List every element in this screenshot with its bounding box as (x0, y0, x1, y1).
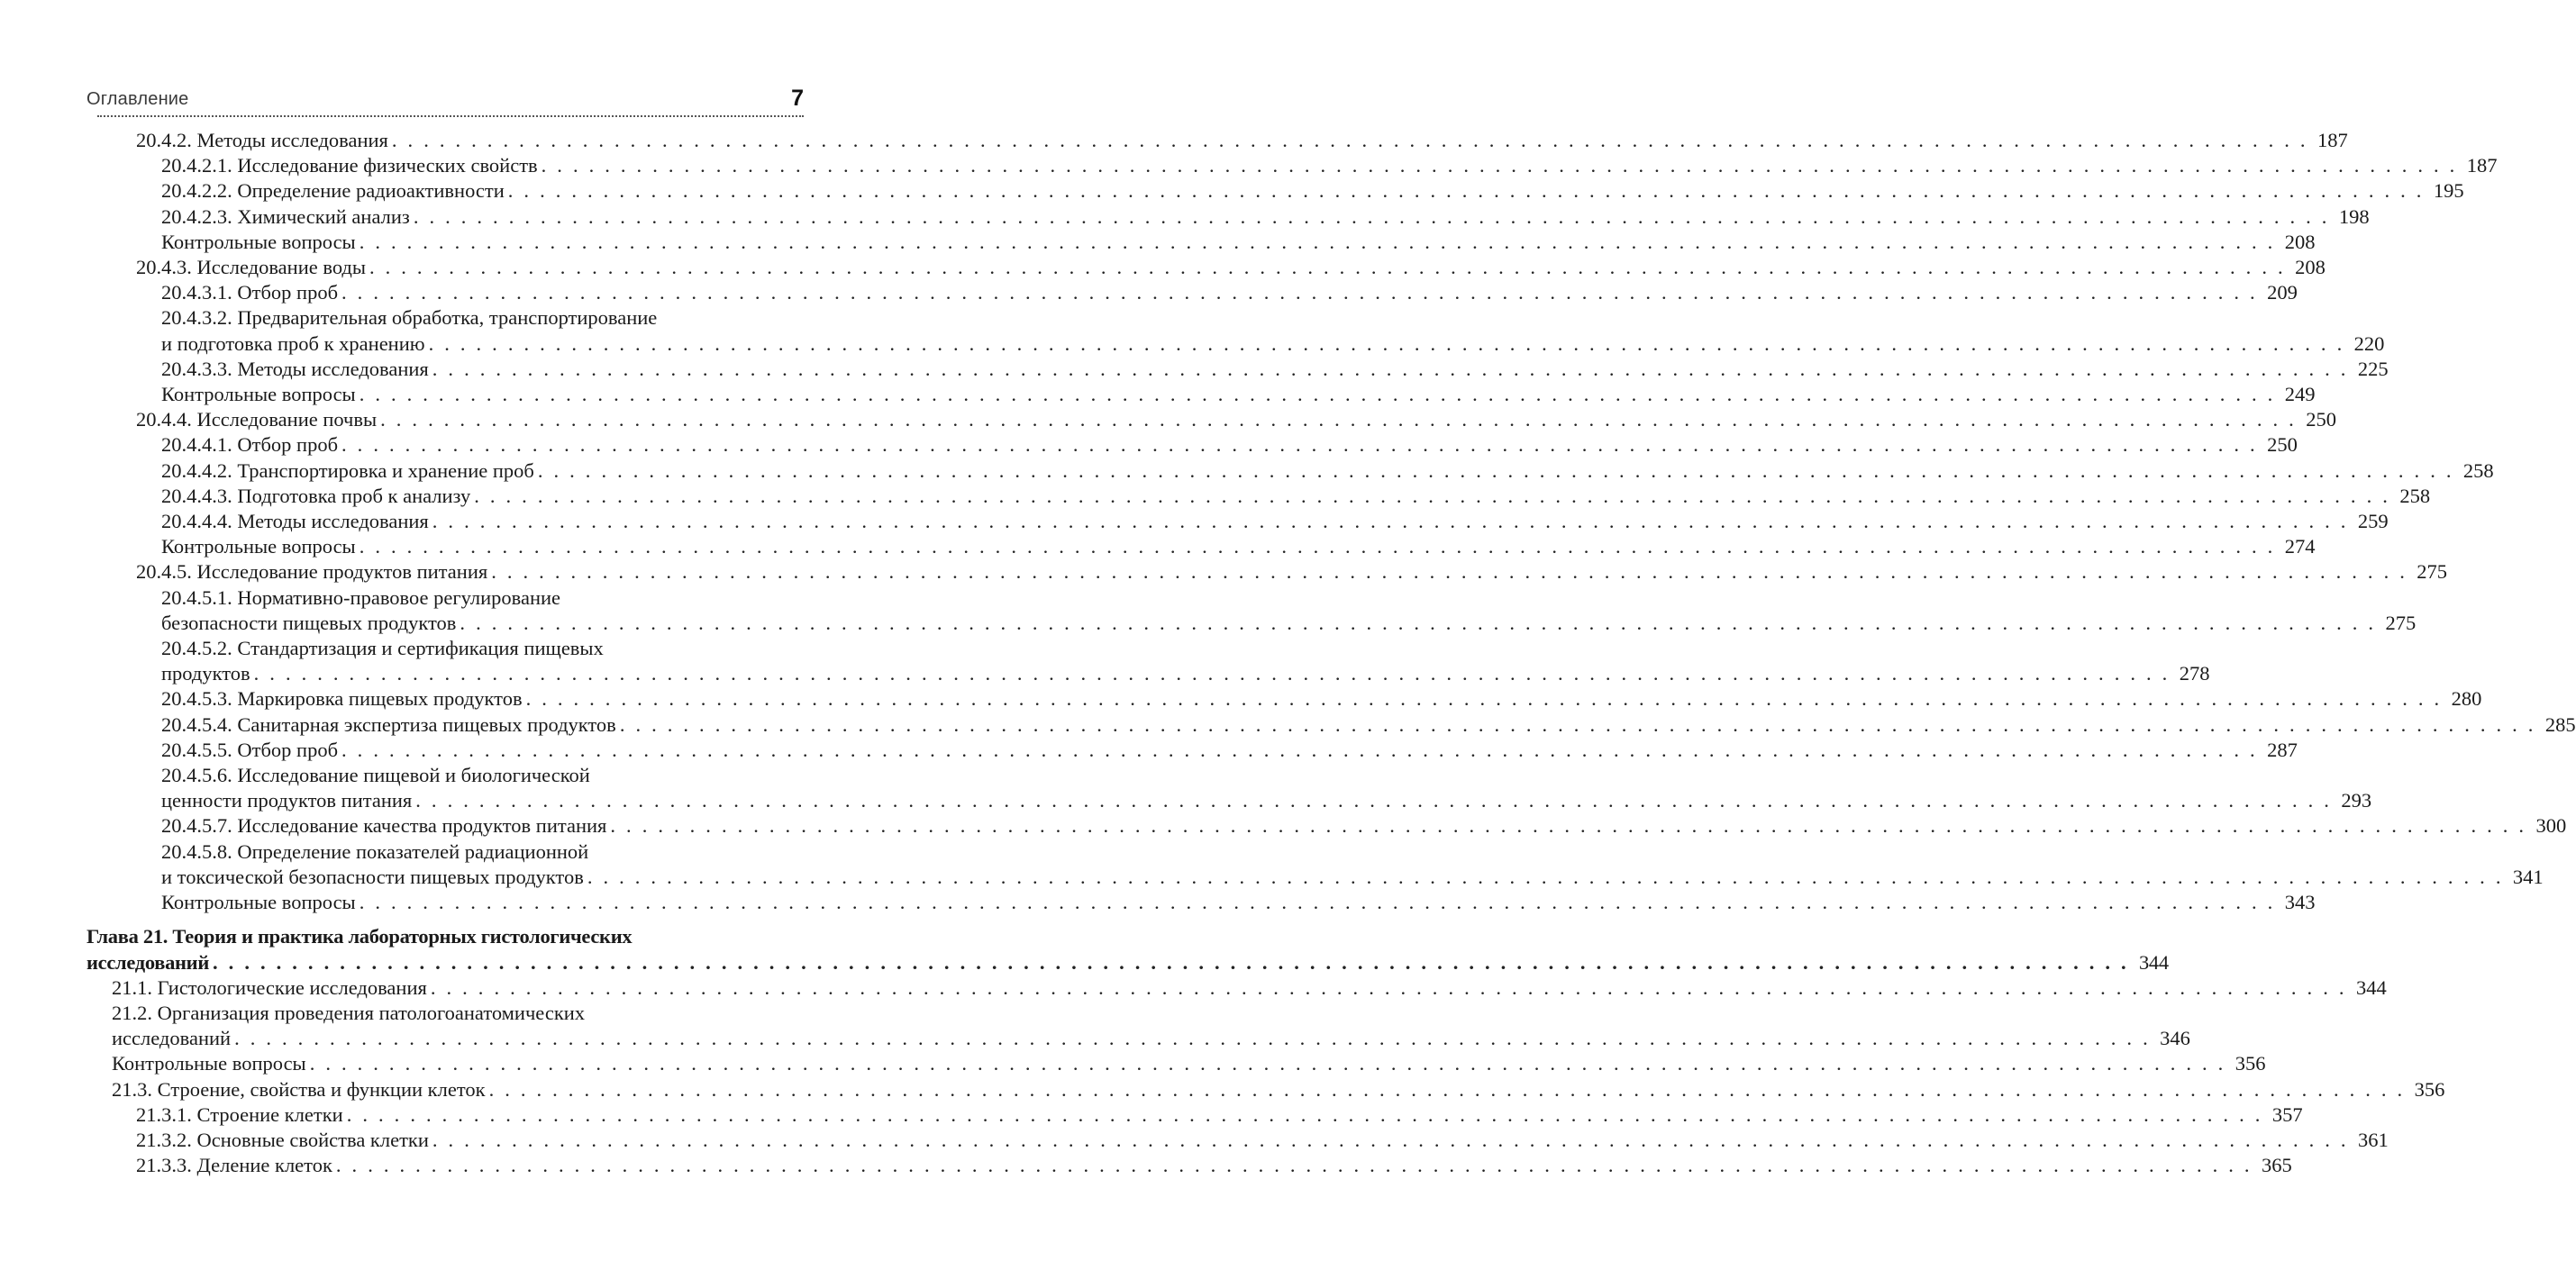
toc-entry-title: 20.4.3.3. Методы исследования (161, 357, 429, 380)
toc-entry-title: 20.4.2.1. Исследование физических свойств (161, 154, 538, 177)
toc-entry-line (161, 813, 2567, 839)
dot-leader: . . . . . . . . . . . . . . . . . . . . . . . . . . . . . . . . . . . . . . . . . . . . . . . . . . . . . . . . . . . . . . . . . . . . . . . . . . . . . . . . . . . . . . . . . . . . . . . . . . . . . . . . . . . . . . . . . . . . . . . . . (428, 331, 2345, 355)
toc-entry[interactable] (86, 636, 2210, 686)
toc-page-number: 300 (2535, 814, 2567, 838)
toc-entry-title: 20.4.4.2. Транспортировка и хранение проб (161, 458, 534, 482)
toc-entry-title: продуктов (161, 662, 250, 685)
toc-entry-title: безопасности пищевых продуктов (161, 611, 457, 634)
toc-entry-line (136, 407, 2336, 432)
toc-entry[interactable] (86, 128, 2348, 153)
dot-leader: . . . . . . . . . . . . . . . . . . . . . . . . . . . . . . . . . . . . . . . . . . . . . . . . . . . . . . . . . . . . . . . . . . . . . . . . . . . . . . . . . . . . . . . . . . . . . . . . . . . . . . . . . . . . . . . . . . . . . . . . . (335, 1154, 2253, 1177)
toc-entry[interactable] (86, 738, 2298, 763)
toc-entry-line (161, 382, 2316, 407)
toc-entry-line (161, 534, 2316, 559)
toc-entry-title-line: 20.4.5.6. Исследование пищевой и биологической (161, 764, 590, 787)
toc-page-number: 346 (2160, 1027, 2190, 1050)
dot-leader: . . . . . . . . . . . . . . . . . . . . . . . . . . . . . . . . . . . . . . . . . . . . . . . . . . . . . . . . . . . . . . . . . . . . . . . . . . . . . . . . . . . . . . . . . . . . . . . . . . . . . . . . . . . . . . . . . . . . . . . . . (460, 611, 2377, 634)
toc-page-number: 280 (2451, 687, 2482, 711)
toc-entry-title: 21.3.3. Деление клеток (136, 1154, 332, 1177)
toc-entry[interactable] (86, 382, 2316, 407)
table-of-contents (86, 128, 2576, 1178)
toc-page-number: 225 (2357, 357, 2389, 380)
dot-leader: . . . . . . . . . . . . . . . . . . . . . . . . . . . . . . . . . . . . . . . . . . . . . . . . . . . . . . . . . . . . . . . . . . . . . . . . . . . . . . . . . . . . . . . . . . . . . . . . . . . . . . . . . . . . . . . . . . . . . . . . . (432, 357, 2349, 380)
toc-entry-line (161, 865, 2544, 890)
dot-leader: . . . . . . . . . . . . . . . . . . . . . . . . . . . . . . . . . . . . . . . . . . . . . . . . . . . . . . . . . . . . . . . . . . . . . . . . . . . . . . . . . . . . . . . . . . . . . . . . . . . . . . . . . . . . . . . . . . . . . . . . . (537, 458, 2454, 482)
toc-entry-line (161, 611, 2417, 636)
toc-entry[interactable] (86, 1102, 2303, 1128)
dot-leader: . . . . . . . . . . . . . . . . . . . . . . . . . . . . . . . . . . . . . . . . . . . . . . . . . . . . . . . . . . . . . . . . . . . . . . . . . . . . . . . . . . . . . . . . . . . . . . . . . . . . . . . . . . . . . . . . . . . . . . . . . (341, 738, 2258, 761)
toc-entry-line (161, 331, 2385, 357)
toc-entry-line (161, 432, 2298, 458)
dot-leader: . . . . . . . . . . . . . . . . . . . . . . . . . . . . . . . . . . . . . . . . . . . . . . . . . . . . . . . . . . . . . . . . . . . . . . . . . . . . . . . . . . . . . . . . . . . . . . . . . . . . . . . . . . . . . . . . . . . . . . . . . (359, 535, 2276, 558)
toc-entry-line (161, 509, 2389, 534)
toc-entry[interactable] (86, 839, 2544, 890)
toc-entry-line (161, 712, 2576, 738)
toc-page-number: 187 (2317, 129, 2348, 151)
dot-leader: . . . . . . . . . . . . . . . . . . . . . . . . . . . . . . . . . . . . . . . . . . . . . . . . . . . . . . . . . . . . . . . . . . . . . . . . . . . . . . . . . . . . . . . . . . . . . . . . . . . . . . . . . . . . . . . . . . . . . . . . . (413, 204, 2330, 228)
toc-entry-title: 20.4.4. Исследование почвы (136, 408, 378, 431)
toc-entry-line (136, 559, 2448, 585)
toc-entry-line (112, 1077, 2445, 1102)
toc-entry[interactable] (86, 230, 2316, 255)
toc-page-number: 195 (2433, 179, 2464, 203)
toc-page-number: 341 (2512, 865, 2544, 888)
toc-entry-line (161, 204, 2370, 230)
toc-entry-line (86, 950, 2169, 975)
toc-entry[interactable] (86, 559, 2448, 585)
toc-page-number: 275 (2417, 560, 2448, 584)
toc-entry-title: 20.4.3. Исследование воды (136, 256, 366, 279)
dot-leader: . . . . . . . . . . . . . . . . . . . . . . . . . . . . . . . . . . . . . . . . . . . . . . . . . . . . . . . . . . . . . . . . . . . . . . . . . . . . . . . . . . . . . . . . . . . . . . . . . . . . . . . . . . . . . . . . . . . . . . . . . (346, 1102, 2263, 1126)
dot-leader: . . . . . . . . . . . . . . . . . . . . . . . . . . . . . . . . . . . . . . . . . . . . . . . . . . . . . . . . . . . . . . . . . . . . . . . . . . . . . . . . . . . . . . . . . . . . . . . . . . . . . . . . . . . . . . . . . . . . . . . . . (491, 560, 2408, 584)
toc-entry-title: 20.4.3.1. Отбор проб (161, 281, 339, 304)
toc-page-number: 278 (2179, 662, 2210, 685)
toc-entry[interactable] (86, 534, 2316, 559)
toc-page-number: 249 (2284, 383, 2316, 406)
page-number: 7 (791, 86, 804, 111)
toc-entry-line (136, 1128, 2389, 1153)
toc-entry-line (112, 1051, 2266, 1076)
toc-entry-title: ценности продуктов питания (161, 789, 413, 812)
toc-entry-title: 21.1. Гистологические исследования (112, 975, 427, 999)
toc-entry-line (161, 153, 2498, 178)
dot-leader: . . . . . . . . . . . . . . . . . . . . . . . . . . . . . . . . . . . . . . . . . . . . . . . . . . . . . . . . . . . . . . . . . . . . . . . . . . . . . . . . . . . . . . . . . . . . . . . . . . . . . . . . . . . . . . . . . . . . . . . . . (213, 950, 2129, 974)
toc-entry-line (161, 230, 2316, 255)
dot-leader: . . . . . . . . . . . . . . . . . . . . . . . . . . . . . . . . . . . . . . . . . . . . . . . . . . . . . . . . . . . . . . . . . . . . . . . . . . . . . . . . . . . . . . . . . . . . . . . . . . . . . . . . . . . . . . . . . . . . . . . . . (619, 712, 2536, 736)
running-head-title: Оглавление (86, 89, 189, 109)
dot-leader: . . . . . . . . . . . . . . . . . . . . . . . . . . . . . . . . . . . . . . . . . . . . . . . . . . . . . . . . . . . . . . . . . . . . . . . . . . . . . . . . . . . . . . . . . . . . . . . . . . . . . . . . . . . . . . . . . . . . . . . . . (341, 433, 2258, 457)
toc-entry[interactable] (86, 1077, 2445, 1102)
toc-entry-title: Контрольные вопросы (161, 230, 356, 253)
toc-page-number: 343 (2284, 891, 2316, 914)
toc-entry[interactable] (86, 305, 2385, 356)
running-head (86, 83, 804, 113)
header-dotted-rule (97, 115, 804, 117)
toc-entry-line (161, 178, 2464, 204)
dot-leader: . . . . . . . . . . . . . . . . . . . . . . . . . . . . . . . . . . . . . . . . . . . . . . . . . . . . . . . . . . . . . . . . . . . . . . . . . . . . . . . . . . . . . . . . . . . . . . . . . . . . . . . . . . . . . . . . . . . . . . . . . (525, 687, 2443, 711)
dot-leader: . . . . . . . . . . . . . . . . . . . . . . . . . . . . . . . . . . . . . . . . . . . . . . . . . . . . . . . . . . . . . . . . . . . . . . . . . . . . . . . . . . . . . . . . . . . . . . . . . . . . . . . . . . . . . . . . . . . . . . . . . (253, 662, 2171, 685)
toc-entry-title: Контрольные вопросы (112, 1052, 306, 1075)
toc-entry-line (161, 458, 2494, 484)
toc-entry-line (112, 1026, 2190, 1051)
toc-entry-line (161, 788, 2372, 813)
toc-page-number: 250 (2267, 433, 2298, 457)
toc-entry-title: 20.4.5. Исследование продуктов питания (136, 560, 488, 584)
dot-leader: . . . . . . . . . . . . . . . . . . . . . . . . . . . . . . . . . . . . . . . . . . . . . . . . . . . . . . . . . . . . . . . . . . . . . . . . . . . . . . . . . . . . . . . . . . . . . . . . . . . . . . . . . . . . . . . . . . . . . . . . . (488, 1077, 2406, 1101)
toc-page-number: 344 (2138, 950, 2169, 974)
toc-entry[interactable] (86, 458, 2494, 484)
dot-leader: . . . . . . . . . . . . . . . . . . . . . . . . . . . . . . . . . . . . . . . . . . . . . . . . . . . . . . . . . . . . . . . . . . . . . . . . . . . . . . . . . . . . . . . . . . . . . . . . . . . . . . . . . . . . . . . . . . . . . . . . . (341, 281, 2258, 304)
toc-entry-title: 20.4.2. Методы исследования (136, 129, 388, 151)
toc-page-number: 258 (2462, 458, 2494, 482)
toc-entry-title: 20.4.4.3. Подготовка проб к анализу (161, 484, 471, 507)
toc-entry[interactable] (86, 585, 2417, 636)
toc-entry[interactable] (86, 280, 2298, 305)
toc-entry[interactable] (86, 153, 2498, 178)
dot-leader: . . . . . . . . . . . . . . . . . . . . . . . . . . . . . . . . . . . . . . . . . . . . . . . . . . . . . . . . . . . . . . . . . . . . . . . . . . . . . . . . . . . . . . . . . . . . . . . . . . . . . . . . . . . . . . . . . . . . . . . . . (359, 230, 2276, 253)
toc-entry[interactable] (86, 1153, 2292, 1178)
dot-leader: . . . . . . . . . . . . . . . . . . . . . . . . . . . . . . . . . . . . . . . . . . . . . . . . . . . . . . . . . . . . . . . . . . . . . . . . . . . . . . . . . . . . . . . . . . . . . . . . . . . . . . . . . . . . . . . . . . . . . . . . . (380, 408, 2297, 431)
toc-entry-title: Контрольные вопросы (161, 535, 356, 558)
toc-entry[interactable] (86, 763, 2372, 813)
toc-page-number: 258 (2399, 484, 2431, 507)
toc-entry[interactable] (86, 204, 2370, 230)
toc-entry-title: исследований (86, 950, 210, 974)
toc-entry-line (161, 484, 2431, 509)
toc-entry-title-line: 20.4.5.8. Определение показателей радиационной (161, 839, 589, 863)
toc-entry-title: и подготовка проб к хранению (161, 331, 425, 355)
toc-page-number: 250 (2306, 408, 2336, 431)
toc-entry[interactable] (86, 712, 2576, 738)
toc-entry[interactable] (86, 1051, 2266, 1076)
toc-entry-title: 21.3.1. Строение клетки (136, 1102, 343, 1126)
toc-entry-title: 20.4.5.7. Исследование качества продуктов питания (161, 814, 607, 838)
toc-entry[interactable] (86, 432, 2298, 458)
toc-entry-line (136, 1153, 2292, 1178)
toc-entry[interactable] (86, 890, 2316, 915)
toc-page-number: 259 (2357, 510, 2389, 533)
toc-entry[interactable] (86, 1001, 2190, 1051)
toc-entry-title-line: 20.4.3.2. Предварительная обработка, транспортирование (161, 306, 658, 330)
toc-entry-title-line: Глава 21. Теория и практика лабораторных гистологических (86, 925, 633, 948)
toc-page-number: 287 (2267, 738, 2298, 761)
toc-entry[interactable] (86, 509, 2389, 534)
toc-entry-title: 20.4.2.2. Определение радиоактивности (161, 179, 505, 203)
dot-leader: . . . . . . . . . . . . . . . . . . . . . . . . . . . . . . . . . . . . . . . . . . . . . . . . . . . . . . . . . . . . . . . . . . . . . . . . . . . . . . . . . . . . . . . . . . . . . . . . . . . . . . . . . . . . . . . . . . . . . . . . . (391, 129, 2308, 151)
toc-page-number: 356 (2235, 1052, 2266, 1075)
toc-entry-title: 21.3. Строение, свойства и функции клеток (112, 1077, 486, 1101)
dot-leader: . . . . . . . . . . . . . . . . . . . . . . . . . . . . . . . . . . . . . . . . . . . . . . . . . . . . . . . . . . . . . . . . . . . . . . . . . . . . . . . . . . . . . . . . . . . . . . . . . . . . . . . . . . . . . . . . . . . . . . . . . (541, 154, 2458, 177)
toc-entry[interactable] (86, 255, 2326, 280)
toc-page-number: 275 (2385, 611, 2417, 634)
dot-leader: . . . . . . . . . . . . . . . . . . . . . . . . . . . . . . . . . . . . . . . . . . . . . . . . . . . . . . . . . . . . . . . . . . . . . . . . . . . . . . . . . . . . . . . . . . . . . . . . . . . . . . . . . . . . . . . . . . . . . . . . . (369, 256, 2286, 279)
dot-leader: . . . . . . . . . . . . . . . . . . . . . . . . . . . . . . . . . . . . . . . . . . . . . . . . . . . . . . . . . . . . . . . . . . . . . . . . . . . . . . . . . . . . . . . . . . . . . . . . . . . . . . . . . . . . . . . . . . . . . . . . . (587, 865, 2504, 888)
toc-chapter-entry[interactable] (86, 924, 2169, 975)
toc-entry[interactable] (86, 813, 2567, 839)
toc-entry-line (136, 1102, 2303, 1128)
toc-page-number: 220 (2353, 331, 2385, 355)
toc-page-number: 187 (2466, 154, 2498, 177)
toc-page-number: 208 (2284, 230, 2316, 253)
dot-leader: . . . . . . . . . . . . . . . . . . . . . . . . . . . . . . . . . . . . . . . . . . . . . . . . . . . . . . . . . . . . . . . . . . . . . . . . . . . . . . . . . . . . . . . . . . . . . . . . . . . . . . . . . . . . . . . . . . . . . . . . . (359, 891, 2276, 914)
toc-page-number: 198 (2338, 204, 2370, 228)
toc-entry-title: и токсической безопасности пищевых продуктов (161, 865, 584, 888)
toc-entry-line (136, 255, 2326, 280)
toc-entry-line (136, 128, 2348, 153)
dot-leader: . . . . . . . . . . . . . . . . . . . . . . . . . . . . . . . . . . . . . . . . . . . . . . . . . . . . . . . . . . . . . . . . . . . . . . . . . . . . . . . . . . . . . . . . . . . . . . . . . . . . . . . . . . . . . . . . . . . . . . . . . (474, 484, 2391, 507)
toc-page-number: 209 (2267, 281, 2298, 304)
dot-leader: . . . . . . . . . . . . . . . . . . . . . . . . . . . . . . . . . . . . . . . . . . . . . . . . . . . . . . . . . . . . . . . . . . . . . . . . . . . . . . . . . . . . . . . . . . . . . . . . . . . . . . . . . . . . . . . . . . . . . . . . . (432, 510, 2349, 533)
toc-entry-line (161, 357, 2389, 382)
toc-entry-title: 21.3.2. Основные свойства клетки (136, 1128, 429, 1151)
toc-entry-line (161, 280, 2298, 305)
toc-entry-line (112, 975, 2387, 1001)
toc-entry[interactable] (86, 975, 2387, 1001)
toc-entry-title: 20.4.5.5. Отбор проб (161, 738, 339, 761)
dot-leader: . . . . . . . . . . . . . . . . . . . . . . . . . . . . . . . . . . . . . . . . . . . . . . . . . . . . . . . . . . . . . . . . . . . . . . . . . . . . . . . . . . . . . . . . . . . . . . . . . . . . . . . . . . . . . . . . . . . . . . . . . (430, 975, 2347, 999)
toc-entry[interactable] (86, 357, 2389, 382)
toc-page-number: 356 (2414, 1077, 2445, 1101)
toc-page-number: 361 (2357, 1128, 2389, 1151)
toc-page-number: 285 (2544, 712, 2576, 736)
dot-leader: . . . . . . . . . . . . . . . . . . . . . . . . . . . . . . . . . . . . . . . . . . . . . . . . . . . . . . . . . . . . . . . . . . . . . . . . . . . . . . . . . . . . . . . . . . . . . . . . . . . . . . . . . . . . . . . . . . . . . . . . . (432, 1128, 2349, 1151)
toc-entry-title: Контрольные вопросы (161, 383, 356, 406)
toc-entry-line (161, 661, 2210, 686)
toc-entry-title: Контрольные вопросы (161, 891, 356, 914)
toc-entry-title: исследований (112, 1027, 232, 1050)
dot-leader: . . . . . . . . . . . . . . . . . . . . . . . . . . . . . . . . . . . . . . . . . . . . . . . . . . . . . . . . . . . . . . . . . . . . . . . . . . . . . . . . . . . . . . . . . . . . . . . . . . . . . . . . . . . . . . . . . . . . . . . . . (610, 814, 2527, 838)
dot-leader: . . . . . . . . . . . . . . . . . . . . . . . . . . . . . . . . . . . . . . . . . . . . . . . . . . . . . . . . . . . . . . . . . . . . . . . . . . . . . . . . . . . . . . . . . . . . . . . . . . . . . . . . . . . . . . . . . . . . . . . . . (234, 1027, 2151, 1050)
toc-entry[interactable] (86, 484, 2431, 509)
dot-leader: . . . . . . . . . . . . . . . . . . . . . . . . . . . . . . . . . . . . . . . . . . . . . . . . . . . . . . . . . . . . . . . . . . . . . . . . . . . . . . . . . . . . . . . . . . . . . . . . . . . . . . . . . . . . . . . . . . . . . . . . . (507, 179, 2425, 203)
toc-page-number: 208 (2295, 256, 2326, 279)
toc-entry-title-line: 21.2. Организация проведения патологоанатомических (112, 1001, 586, 1024)
toc-entry-title-line: 20.4.5.1. Нормативно-правовое регулирование (161, 585, 561, 609)
toc-entry[interactable] (86, 1128, 2389, 1153)
toc-page-number: 357 (2271, 1102, 2303, 1126)
toc-page-number: 344 (2355, 975, 2387, 999)
toc-entry-title-line: 20.4.5.2. Стандартизация и сертификация пищевых (161, 637, 604, 660)
toc-entry-title: 20.4.2.3. Химический анализ (161, 204, 410, 228)
toc-page-number: 293 (2341, 789, 2372, 812)
toc-entry[interactable] (86, 686, 2482, 712)
toc-entry-line (161, 686, 2482, 712)
toc-entry[interactable] (86, 178, 2464, 204)
toc-entry-title: 20.4.4.1. Отбор проб (161, 433, 339, 457)
dot-leader: . . . . . . . . . . . . . . . . . . . . . . . . . . . . . . . . . . . . . . . . . . . . . . . . . . . . . . . . . . . . . . . . . . . . . . . . . . . . . . . . . . . . . . . . . . . . . . . . . . . . . . . . . . . . . . . . . . . . . . . . . (415, 789, 2333, 812)
dot-leader: . . . . . . . . . . . . . . . . . . . . . . . . . . . . . . . . . . . . . . . . . . . . . . . . . . . . . . . . . . . . . . . . . . . . . . . . . . . . . . . . . . . . . . . . . . . . . . . . . . . . . . . . . . . . . . . . . . . . . . . . . (359, 383, 2276, 406)
toc-entry-line (161, 890, 2316, 915)
toc-entry-title: 20.4.5.4. Санитарная экспертиза пищевых продуктов (161, 712, 616, 736)
toc-entry-title: 20.4.5.3. Маркировка пищевых продуктов (161, 687, 523, 711)
toc-entry-title: 20.4.4.4. Методы исследования (161, 510, 429, 533)
dot-leader: . . . . . . . . . . . . . . . . . . . . . . . . . . . . . . . . . . . . . . . . . . . . . . . . . . . . . . . . . . . . . . . . . . . . . . . . . . . . . . . . . . . . . . . . . . . . . . . . . . . . . . . . . . . . . . . . . . . . . . . . . (309, 1052, 2226, 1075)
toc-page-number: 365 (2261, 1154, 2292, 1177)
toc-entry[interactable] (86, 407, 2336, 432)
toc-entry-line (161, 738, 2298, 763)
toc-page-number: 274 (2284, 535, 2316, 558)
